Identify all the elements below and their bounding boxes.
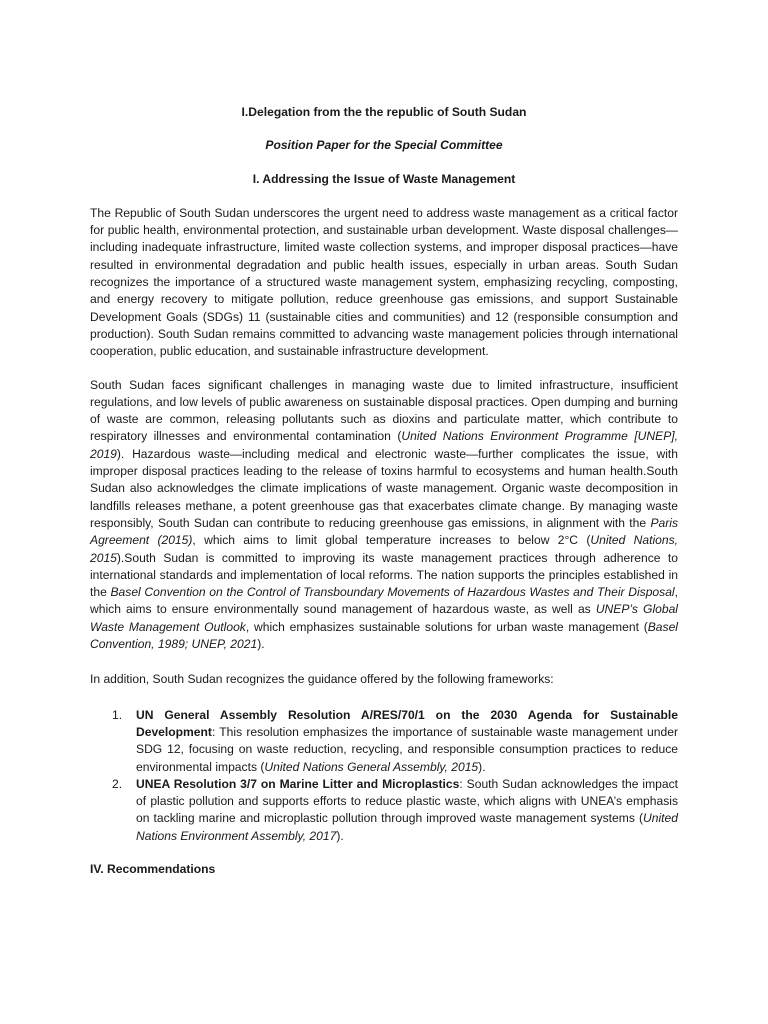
delegation-heading: I.Delegation from the the republic of South Sudan [241,105,527,119]
paragraph-frameworks-intro: In addition, South Sudan recognizes the guidance offered by the following frameworks: [90,672,554,687]
recommendations-heading: IV. Recommendations [90,861,216,876]
citation: United Nations General Assembly, 2015 [264,759,479,774]
position-paper-subtitle: Position Paper for the Special Committee [265,138,503,153]
citation: UNEP’s Global Waste Management Outlook [90,602,678,634]
list-item-title: UNEA Resolution 3/7 on Marine Litter and Microplastics [136,776,460,791]
frameworks-list [90,707,678,845]
list-item [90,707,678,776]
text-segment: , which aims to limit global temperature increases to below 2°C ( [192,533,591,548]
text-segment: ). Hazardous waste—including medical and electronic waste—further complicates the issue, with improper disposal practices leading to the release of toxins harmful to ecosystems and human health.South Sudan also acknowledges the climate implications of waste management. Organic waste decomposition in landfills releases methane, a potent greenhouse gas that exacerbates climate change. By managing waste responsibly, South Sudan can contribute to reducing greenhouse gas emissions, in alignment with the [90,446,678,530]
list-number: 2. [112,776,123,791]
list-number: 1. [112,707,123,722]
citation: Basel Convention, 1989; UNEP, 2021 [90,619,678,652]
text-segment: ). [478,759,486,774]
text-segment: ).South Sudan is committed to improving its waste management practices through adherence to international standards and implementation of local reforms. The nation supports the principles established in the [90,550,678,600]
citation: United Nations Environment Programme [UNEP], 2019 [90,429,678,461]
citation: United Nations, 2015 [90,533,678,565]
citation: Basel Convention on the Control of Transboundary Movements of Hazardous Wastes and Their Disposal [110,585,675,600]
list-item [90,776,678,845]
text-segment: ). [336,828,344,843]
text-segment: , which aims to ensure environmentally sound management of hazardous waste, as well as [90,585,678,617]
paragraph-intro: The Republic of South Sudan underscores the urgent need to address waste management as a critical factor for public health, environmental protection, and sustainable urban development. Waste disposal challenges—including inadequate infrastructure, limited waste collection systems, and improper disposal practices—have resulted in environmental degradation and public health issues, especially in urban areas. South Sudan recognizes the importance of a structured waste management system, emphasizing recycling, composting, and energy recovery to mitigate pollution, reduce greenhouse gas emissions, and support Sustainable Development Goals (SDGs) 11 (sustainable cities and communities) and 12 (responsible consumption and production). South Sudan remains committed to advancing waste management policies through international cooperation, public education, and sustainable infrastructure development. [90,205,678,359]
list-item-text: : South Sudan acknowledges the impact of plastic pollution and supports efforts to reduce plastic waste, which aligns with UNEA’s emphasis on tackling marine and microplastic pollution through improved waste management systems ( [136,776,679,826]
section-title: I. Addressing the Issue of Waste Management [252,171,516,186]
paragraph-challenges [90,377,678,654]
list-item-title: UN General Assembly Resolution A/RES/70/1 on the 2030 Agenda for Sustainable Development [136,707,678,739]
citation: Paris Agreement (2015) [90,515,678,548]
text-segment: South Sudan faces significant challenges in managing waste due to limited infrastructure, insufficient regulations, and low levels of public awareness on sustainable disposal practices. Open dumping and burning of waste are common, releasing pollutants such as dioxins and particulate matter, which contribute to respiratory illnesses and environmental contamination ( [90,377,678,444]
text-segment: , which emphasizes sustainable solutions for urban waste management ( [245,619,648,634]
list-item-text: : This resolution emphasizes the importance of sustainable waste management under SDG 12, focusing on waste reduction, recycling, and responsible consumption practices to reduce environmental impacts ( [136,724,678,774]
citation: United Nations Environment Assembly, 2017 [136,811,678,843]
text-segment: ). [257,637,265,652]
